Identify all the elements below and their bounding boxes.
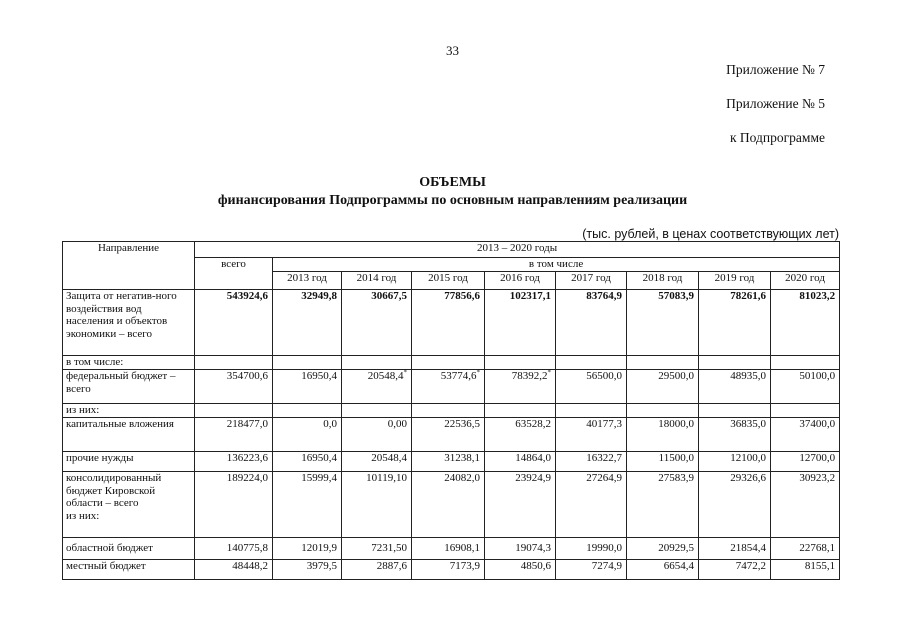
header-year: 2018 год — [627, 272, 699, 290]
cell-value: 56500,0 — [556, 370, 627, 404]
cell-value: 27264,9 — [556, 472, 627, 538]
cell-value: 7274,9 — [556, 560, 627, 580]
cell-value: 189224,0 — [195, 472, 273, 538]
header-year: 2017 год — [556, 272, 627, 290]
cell-value: 543924,6 — [195, 290, 273, 356]
header-including: в том числе — [273, 258, 840, 272]
row-including — [63, 356, 840, 370]
cell-value: 7472,2 — [699, 560, 771, 580]
row-label: из них: — [63, 404, 195, 418]
cell-value: 11500,0 — [627, 452, 699, 472]
cell-value: 218477,0 — [195, 418, 273, 452]
row-label — [63, 472, 195, 538]
cell-value: 83764,9 — [556, 290, 627, 356]
cell-value: 16908,1 — [412, 538, 485, 560]
cell-value: 140775,8 — [195, 538, 273, 560]
cell-value: 40177,3 — [556, 418, 627, 452]
cell-value: 48935,0 — [699, 370, 771, 404]
cell-value: 77856,6 — [412, 290, 485, 356]
cell-value: 16950,4 — [273, 370, 342, 404]
cell-value: 14864,0 — [485, 452, 556, 472]
cell-value — [412, 370, 485, 404]
subprogram-label: к Подпрограмме — [730, 130, 825, 145]
cell-value: 22536,5 — [412, 418, 485, 452]
row-label: областной бюджет — [63, 538, 195, 560]
financing-table — [62, 241, 840, 580]
cell-value: 16950,4 — [273, 452, 342, 472]
cell-number: 20548,4 — [367, 370, 404, 382]
cell-value: 4850,6 — [485, 560, 556, 580]
cell-value: 20929,5 — [627, 538, 699, 560]
cell-value: 19074,3 — [485, 538, 556, 560]
cell-number: 53774,6 — [440, 370, 477, 382]
cell-value: 16322,7 — [556, 452, 627, 472]
header-period: 2013 – 2020 годы — [195, 242, 840, 258]
cell-value: 12019,9 — [273, 538, 342, 560]
appendix-5-label: Приложение № 5 — [726, 96, 825, 111]
cell-value: 81023,2 — [771, 290, 840, 356]
cell-value: 63528,2 — [485, 418, 556, 452]
row-regional — [63, 538, 840, 560]
header-year: 2015 год — [412, 272, 485, 290]
cell-value: 136223,6 — [195, 452, 273, 472]
row-label-main: консолидированный бюджет Кировской области – всего — [66, 472, 162, 509]
units-note: (тыс. рублей, в ценах соответствующих лет) — [582, 227, 839, 241]
footnote-mark: * — [476, 369, 480, 377]
cell-value — [342, 370, 412, 404]
row-label: капитальные вложения — [63, 418, 195, 452]
cell-value: 20548,4 — [342, 452, 412, 472]
cell-value: 354700,6 — [195, 370, 273, 404]
cell-value: 30667,5 — [342, 290, 412, 356]
cell-value: 8155,1 — [771, 560, 840, 580]
page-number: 33 — [446, 43, 459, 58]
cell-value: 57083,9 — [627, 290, 699, 356]
header-row-period — [63, 242, 840, 258]
cell-value: 48448,2 — [195, 560, 273, 580]
cell-value: 22768,1 — [771, 538, 840, 560]
cell-value: 78261,6 — [699, 290, 771, 356]
cell-value: 23924,9 — [485, 472, 556, 538]
cell-value: 30923,2 — [771, 472, 840, 538]
header-total: всего — [195, 258, 273, 290]
row-label: прочие нужды — [63, 452, 195, 472]
header-year: 2016 год — [485, 272, 556, 290]
header-year: 2019 год — [699, 272, 771, 290]
cell-value: 37400,0 — [771, 418, 840, 452]
row-label: в том числе: — [63, 356, 195, 370]
cell-value: 12100,0 — [699, 452, 771, 472]
cell-value: 3979,5 — [273, 560, 342, 580]
row-other — [63, 452, 840, 472]
cell-value: 102317,1 — [485, 290, 556, 356]
cell-value: 7231,50 — [342, 538, 412, 560]
row-capital — [63, 418, 840, 452]
cell-value: 10119,10 — [342, 472, 412, 538]
cell-value — [485, 370, 556, 404]
cell-value: 29500,0 — [627, 370, 699, 404]
cell-value: 6654,4 — [627, 560, 699, 580]
cell-value: 29326,6 — [699, 472, 771, 538]
row-federal — [63, 370, 840, 404]
cell-value: 50100,0 — [771, 370, 840, 404]
cell-value: 12700,0 — [771, 452, 840, 472]
row-label: местный бюджет — [63, 560, 195, 580]
cell-value: 36835,0 — [699, 418, 771, 452]
row-label: федеральный бюджет – всего — [63, 370, 195, 404]
cell-value: 21854,4 — [699, 538, 771, 560]
header-year: 2013 год — [273, 272, 342, 290]
cell-value: 18000,0 — [627, 418, 699, 452]
cell-value: 0,0 — [273, 418, 342, 452]
row-consolidated — [63, 472, 840, 538]
cell-number: 78392,2 — [511, 370, 548, 382]
cell-value: 31238,1 — [412, 452, 485, 472]
cell-value: 2887,6 — [342, 560, 412, 580]
header-year: 2020 год — [771, 272, 840, 290]
cell-value: 0,00 — [342, 418, 412, 452]
row-label-sub: из них: — [66, 509, 100, 522]
header-year: 2014 год — [342, 272, 412, 290]
cell-value: 19990,0 — [556, 538, 627, 560]
cell-value: 24082,0 — [412, 472, 485, 538]
cell-value: 7173,9 — [412, 560, 485, 580]
appendix-7-label: Приложение № 7 — [726, 62, 825, 77]
cell-value: 32949,8 — [273, 290, 342, 356]
row-local — [63, 560, 840, 580]
row-of-which — [63, 404, 840, 418]
header-direction: Направление — [63, 242, 195, 290]
row-total — [63, 290, 840, 356]
document-title: ОБЪЕМЫ — [419, 175, 486, 190]
document-subtitle: финансирования Подпрограммы по основным направлениям реализации — [217, 193, 688, 208]
footnote-mark: * — [547, 369, 551, 377]
cell-value: 27583,9 — [627, 472, 699, 538]
footnote-mark: * — [403, 369, 407, 377]
cell-value: 15999,4 — [273, 472, 342, 538]
row-label: Защита от негатив-ного воздействия вод населения и объектов экономики – всего — [63, 290, 195, 356]
